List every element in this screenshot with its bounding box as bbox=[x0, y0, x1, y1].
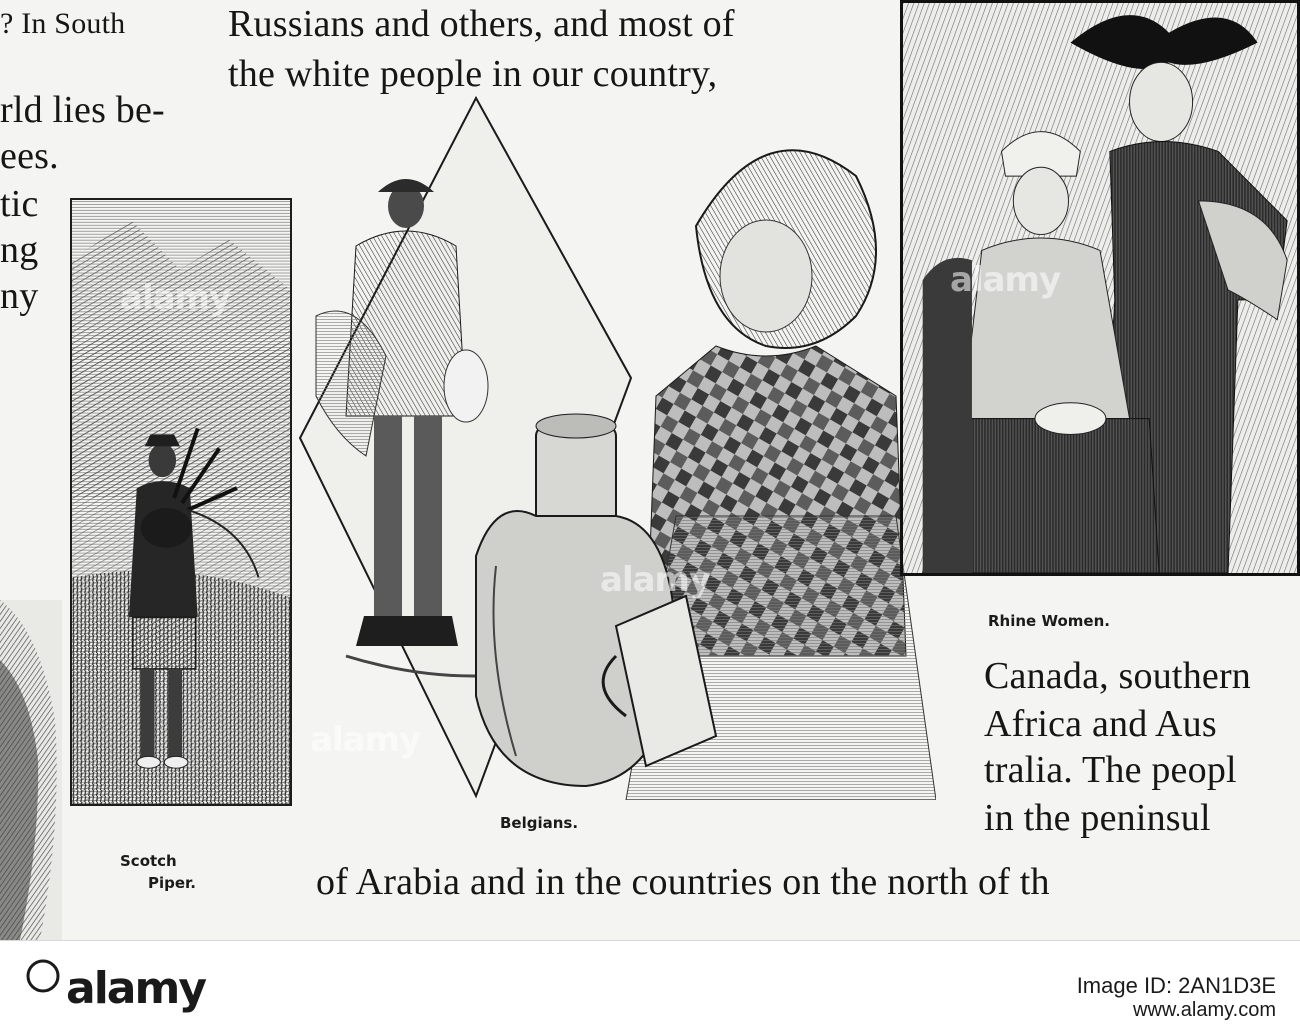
alamy-logo-icon bbox=[26, 959, 60, 993]
caption-rhine-women: Rhine Women. bbox=[988, 612, 1110, 630]
text-line-left-4: tic bbox=[0, 183, 39, 225]
watermark-1: alamy bbox=[120, 278, 231, 318]
watermark-4: alamy bbox=[310, 720, 421, 760]
image-id: Image ID: 2AN1D3E bbox=[1076, 973, 1276, 998]
belgians-engraving bbox=[296, 96, 936, 800]
text-line-right-3: tralia. The peopl bbox=[984, 749, 1237, 791]
watermark-3: alamy bbox=[950, 260, 1061, 300]
watermark-2: alamy bbox=[600, 560, 711, 600]
alamy-logo-text: alamy bbox=[66, 963, 205, 1014]
text-line-right-4: in the peninsul bbox=[984, 797, 1211, 839]
caption-scotch-line1: Scotch bbox=[120, 852, 177, 870]
caption-belgians: Belgians. bbox=[500, 814, 579, 832]
stock-footer-bar bbox=[0, 940, 1300, 1032]
text-line-left-2: rld lies be- bbox=[0, 89, 165, 131]
text-line-top-1: Russians and others, and most of bbox=[228, 3, 735, 45]
text-line-bottom: of Arabia and in the countries on the north of th bbox=[316, 861, 1050, 903]
text-line-right-1: Canada, southern bbox=[984, 655, 1252, 697]
text-line-right-2: Africa and Aus bbox=[984, 703, 1217, 745]
partial-portrait-engraving bbox=[0, 600, 62, 940]
text-line-top-2: the white people in our country, bbox=[228, 53, 718, 95]
text-line-left-1: ? In South bbox=[0, 7, 126, 40]
text-line-left-5: ng bbox=[0, 229, 39, 271]
caption-scotch-line2: Piper. bbox=[148, 874, 197, 892]
text-line-left-6: ny bbox=[0, 275, 39, 317]
site-url[interactable]: www.alamy.com bbox=[1133, 999, 1276, 1021]
text-line-left-3: ees. bbox=[0, 135, 59, 177]
